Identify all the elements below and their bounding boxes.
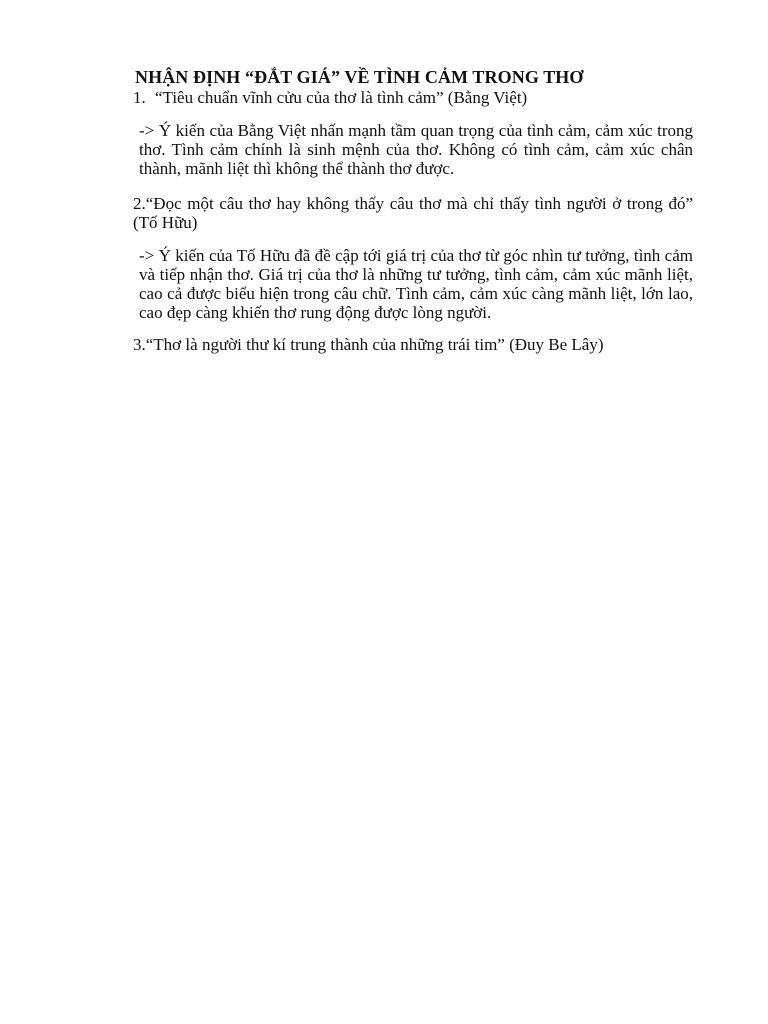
statement-quote-text-3: “Thơ là người thư kí trung thành của những trái tim” (Đuy Be Lây) [145, 335, 604, 354]
spacer [133, 178, 693, 194]
document-title: NHẬN ĐỊNH “ĐẮT GIÁ” VỀ TÌNH CẢM TRONG THƠ [135, 67, 584, 87]
statement-quote-text-2: “Đọc một câu thơ hay không thấy câu thơ mà chỉ thấy tình người ở trong đó” (Tố Hữu) [133, 194, 693, 232]
statement-quote-1 [133, 88, 693, 107]
statement-number-3: 3. [133, 335, 146, 354]
statement-comment-1: -> Ý kiến của Bằng Việt nhấn mạnh tầm quan trọng của tình cảm, cảm xúc trong thơ. Tình cảm chính là sinh mệnh của thơ. Không có tình cảm, cảm xúc chân thành, mãnh liệt thì không thể thành thơ được. [139, 121, 693, 178]
statement-item-2 [133, 194, 693, 322]
statement-comment-2: -> Ý kiến của Tố Hữu đã đề cập tới giá trị của thơ từ góc nhìn tư tưởng, tình cảm và tiếp nhận thơ. Giá trị của thơ là những tư tưởng, tình cảm, cảm xúc mãnh liệt, cao cả được biểu hiện trong câu chữ. Tình cảm, cảm xúc càng mãnh liệt, lớn lao, cao đẹp càng khiến thơ rung động được lòng người. [139, 246, 693, 322]
statement-number-2: 2. [133, 194, 146, 213]
statement-quote-2 [133, 194, 693, 232]
document-content [133, 66, 693, 354]
statement-number-1: 1. [133, 88, 146, 107]
statement-item-3 [133, 335, 693, 354]
spacer [133, 322, 693, 335]
statement-quote-text-1: “Tiêu chuẩn vĩnh cửu của thơ là tình cảm” (Bằng Việt) [155, 88, 528, 107]
statement-quote-3 [133, 335, 693, 354]
statement-item-1 [133, 88, 693, 178]
